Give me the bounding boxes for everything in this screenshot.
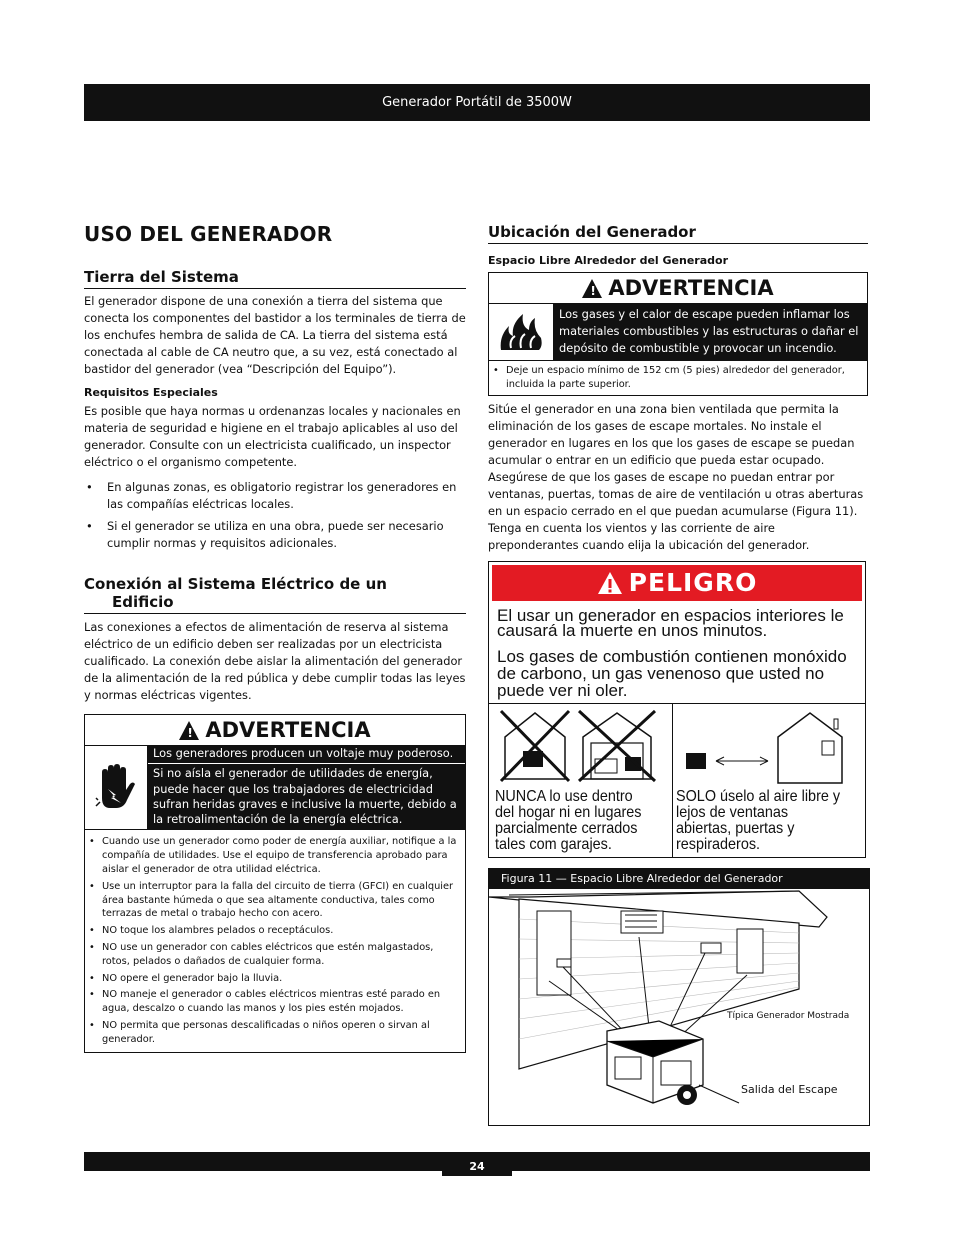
list-item: • Cuando use un generador como poder de energía auxiliar, notifique a la compañía de utilidades. Use el equipo de transferencia aprobado para aislar el generador de otra utilidad eléctrica. (85, 835, 461, 876)
warning-box-fire (488, 272, 868, 396)
outdoors-only-panel (673, 704, 865, 857)
warning-hazard-text (148, 746, 465, 829)
right-column (488, 210, 868, 1126)
page-number (442, 1152, 512, 1176)
figure-label-generator: Típica Generador Mostrada (727, 1010, 850, 1021)
section-heading-tierra: Tierra del Sistema (84, 268, 466, 289)
warning-precautions-list (85, 830, 465, 1051)
subheading-requisitos: Requisitos Especiales (84, 386, 218, 399)
electric-shock-icon (85, 746, 148, 829)
danger-header (492, 565, 862, 601)
danger-illustrations (489, 703, 865, 857)
paragraph-conexion: Las conexiones a efectos de alimentación de reserva al sistema eléctrico de un edificio deben ser realizadas por un electricista cualificado. La conexión debe aislar la alimentación del generador de la alimentación de la red pública y debe cumplir todas las leyes y normas eléctricas vigentes. (84, 620, 466, 702)
outdoors-only-text: SOLO úselo al aire libre y lejos de ventanas abiertas, puertas y respiraderos. (676, 787, 841, 853)
list-item: • Deje un espacio mínimo de 152 cm (5 pies) alrededor del generador, incluida la parte superior. (489, 364, 863, 392)
danger-text (489, 604, 865, 703)
list-item: • NO opere el generador bajo la lluvia. (85, 972, 461, 986)
warning-triangle-icon: ! (582, 279, 602, 298)
warning-fire-text: Los gases y el calor de escape pueden inflamar los materiales combustibles y las estructuras o dañar el depósito de combustible y provocar un incendio. (559, 307, 859, 355)
paragraph-requisitos: Es posible que haya normas u ordenanzas locales y nacionales en materia de seguridad e higiene en el trabajo aplicables al uso del generador. Consulte con un electricista cualificado, un inspector eléctrico o el organismo competente. (84, 404, 461, 469)
page-number-text: 24 (469, 1160, 485, 1173)
section-heading-conexion (84, 575, 466, 614)
warning-hazard-row (85, 746, 465, 830)
list-item: • En algunas zonas, es obligatorio registrar los generadores en las compañías eléctricas locales. (84, 479, 466, 513)
fire-icon (489, 304, 554, 360)
outdoor-distance-icon (676, 707, 862, 785)
warning-box-voltage (84, 714, 466, 1053)
danger-title: PELIGRO (628, 568, 758, 598)
conexion-title-line1: Conexión al Sistema Eléctrico de un (84, 575, 387, 593)
section-heading-ubicacion: Ubicación del Generador (488, 223, 868, 244)
list-item: • Use un interruptor para la falla del circuito de tierra (GFCI) en cualquier área bastante húmeda o que sea altamente conductiva, tales como terrazas de metal o trabajo hecho con acero. (85, 880, 461, 921)
warning-title-text: ADVERTENCIA (608, 276, 774, 300)
never-indoors-text: NUNCA lo use dentro del hogar ni en lugares parcialmente cerrados tales com garajes. (495, 787, 642, 853)
header-title: Generador Portátil de 3500W (382, 95, 572, 110)
paragraph-tierra: El generador dispone de una conexión a tierra del sistema que conecta los componentes del bastidor a los terminales de tierra de los enchufes hembra de salida de CA. La tierra del sistema está conectada al cable de CA neutro que, a su vez, está conectado al bastidor del generador (vea “Descripción del Equipo”). (84, 294, 466, 376)
danger-box (488, 561, 866, 858)
subheading-espacio: Espacio Libre Alrededor del Generador (488, 254, 729, 267)
figure-11 (488, 868, 870, 1126)
danger-paragraph-2: Los gases de combustión contienen monóxido de carbono, un gas venenoso que usted no puede ver ni oler. (497, 646, 847, 700)
conexion-title-line2: Edificio (112, 593, 174, 611)
figure-caption: Figura 11 — Espacio Libre Alrededor del Generador (489, 869, 869, 889)
warning-hazard-row (489, 304, 867, 361)
indoor-garage-crossed-icon (495, 707, 665, 785)
list-item: • NO permita que personas descalificadas o niños operen o sirvan al generador. (85, 1019, 461, 1047)
warning-line2: Si no aísla el generador de utilidades de energía, puede hacer que los trabajadores de electricidad sufran heridas graves e inclusive la muerte, debido a la retroalimentación de la energía eléctrica. (153, 766, 457, 827)
warning-title (489, 273, 867, 304)
warning-title-text: ADVERTENCIA (205, 718, 371, 742)
warning-hazard-text (554, 304, 867, 360)
requisitos-list (84, 479, 466, 552)
never-indoors-panel (489, 704, 673, 857)
danger-triangle-icon (597, 571, 623, 595)
list-item: • NO use un generador con cables eléctricos que estén malgastados, rotos, pelados o dañados de cualquier forma. (85, 941, 461, 969)
paragraph-ubicacion: Sitúe el generador en una zona bien ventilada que permita la eliminación de los gases de escape mortales. No instale el generador en lugares en los que los gases de escape se puedan acumular o entrar en un edificio que pueda estar ocupado. Asegúrese de que los gases de escape no puedan entrar por ventanas, puertas, tomas de aire de ventilación u otras aberturas en un espacio cerrado en el que puedan acumularse (Figura 11). Tenga en cuenta los vientos y las corriente de aire preponderantes cuando elija la ubicación del generador. (488, 401, 864, 552)
left-column (84, 210, 466, 1053)
danger-paragraph-1: El usar un generador en espacios interiores le causará la muerte en unos minutos. (497, 605, 844, 641)
warning-title (85, 715, 465, 746)
warning-line1: Los generadores producen un voltaje muy poderoso. (148, 746, 465, 764)
warning-triangle-icon: ! (179, 721, 199, 740)
main-title: USO DEL GENERADOR (84, 222, 333, 246)
list-item: • NO toque los alambres pelados o receptáculos. (85, 924, 461, 938)
list-item: • NO maneje el generador o cables eléctricos mientras esté parado en agua, descalzo o cuando las manos y los pies estén mojados. (85, 988, 461, 1016)
figure-label-exhaust: Salida del Escape (741, 1082, 838, 1096)
warning-precautions-list (489, 361, 867, 395)
list-item: • Si el generador se utiliza en una obra, puede ser necesario cumplir normas y requisitos adicionales. (84, 518, 466, 552)
header-bar (84, 84, 870, 121)
